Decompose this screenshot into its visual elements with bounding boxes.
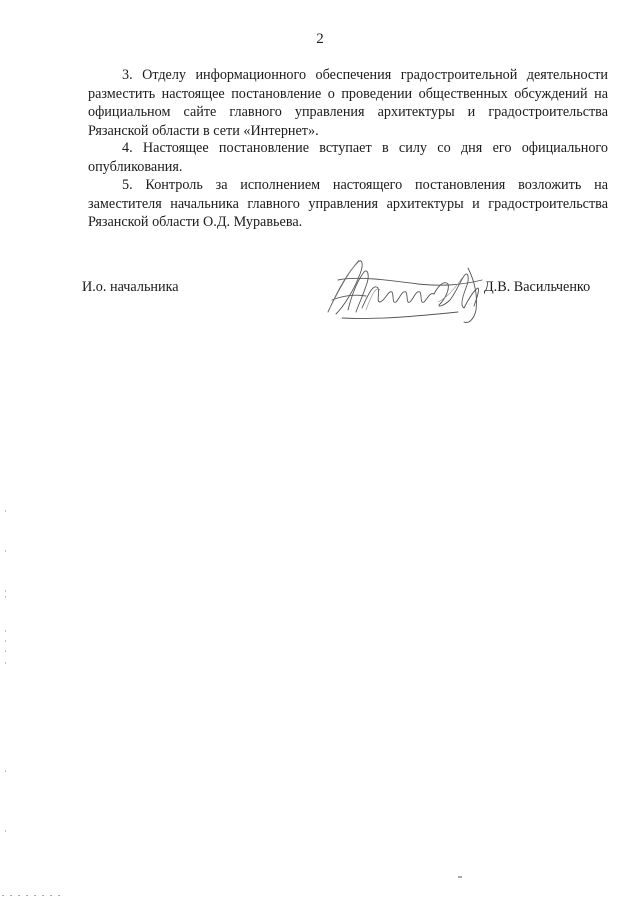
paragraph-item-3: 3. Отделу информационного обеспечения градостроительной деятельности разместить настоящее постановление о проведении общественных обсуждений на официальном сайте главного управления архитектуры и градостроительства Рязанской области в сети «Интернет».: [88, 67, 608, 139]
signatory-position: И.о. начальника: [82, 279, 179, 295]
scan-margin-marks: [4, 500, 8, 860]
signatory-name: Д.В. Васильченко: [484, 279, 591, 295]
scan-speck: [458, 876, 462, 878]
paragraph-item-4: 4. Настоящее постановление вступает в силу со дня его официального опубликования.: [88, 140, 608, 175]
handwritten-signature: [318, 250, 494, 328]
page-number: 2: [316, 31, 324, 47]
scan-edge-marks: [0, 892, 100, 898]
paragraph-item-5: 5. Контроль за исполнением настоящего постановления возложить на заместителя начальника главного управления архитектуры и градостроительства Рязанской области О.Д. Муравьева.: [88, 177, 608, 230]
